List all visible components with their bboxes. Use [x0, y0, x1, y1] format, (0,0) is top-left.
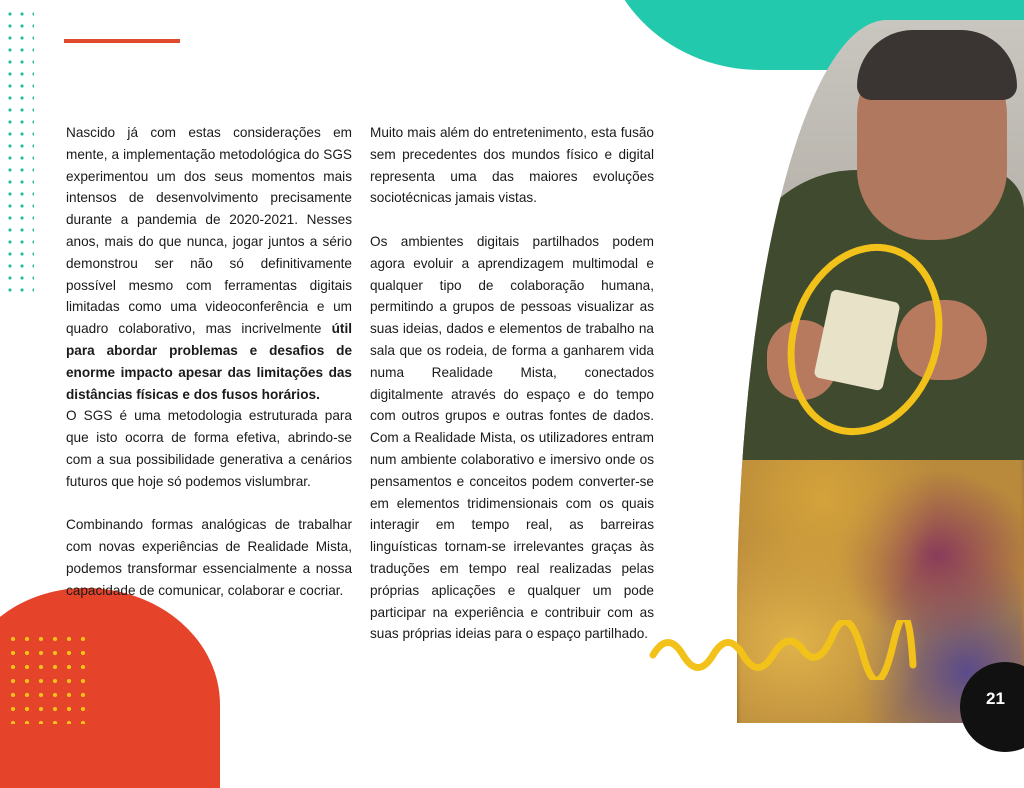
yellow-squiggle	[648, 620, 918, 680]
text-column-left	[66, 122, 352, 602]
paragraph	[66, 122, 352, 405]
green-dot-pattern	[4, 8, 34, 298]
paragraph-bold-text: útil para abordar problemas e desafios de enorme impacto apesar das limitações das distâncias físicas e dos fusos horários.	[66, 321, 352, 402]
page-number: 21	[986, 689, 1005, 708]
paragraph: Os ambientes digitais partilhados podem agora evoluir a aprendizagem multimodal e qualquer tipo de colaboração humana, permitindo a grupos de pessoas visualizar as suas ideias, dados e elementos de trabalho na sala que os rodeia, de forma a ganharem vida numa Realidade Mista, conectados digitalmente através do espaço e do tempo com outros grupos e outras fontes de dados. Com a Realidade Mista, os utilizadores entram num ambiente colaborativo e imersivo onde os pensamentos e conceitos podem converter-se em elementos tridimensionais com os quais interagir em tempo real, as barreiras linguísticas tornam-se irrelevantes graças às traduções em tempo real realizadas pelas próprias aplicações e qualquer um pode participar na experiência e contribuir com as suas próprias ideias para o espaço partilhado.	[370, 233, 654, 642]
yellow-dot-pattern	[6, 632, 86, 724]
paragraph: Muito mais além do entretenimento, esta fusão sem precedentes dos mundos físico e digital representa uma das maiores evoluções sociotécnicas jamais vistas.	[370, 125, 654, 206]
paragraph-text: Nascido já com estas considerações em mente, a implementação metodológica do SGS experimentou um dos seus momentos mais intensos de desenvolvimento precisamente durante a pandemia de 2020-2021. Nesses anos, mais do que nunca, jogar juntos a sério demonstrou ser não só definitivamente possível mesmo com ferramentas digitais limitadas como uma videoconferência e um quadro colaborativo, mas incrivelmente	[66, 125, 352, 337]
paragraph: Combinando formas analógicas de trabalhar com novas experiências de Realidade Mista, podemos transformar essencialmente a nossa capacidade de comunicar, colaborar e cocriar.	[66, 517, 352, 598]
red-accent-rule	[64, 39, 180, 43]
man-hair	[857, 30, 1017, 100]
paragraph: O SGS é uma metodologia estruturada para que isto ocorra de forma efetiva, abrindo-se com a sua possibilidade generativa a cenários futuros que hoje só podemos vislumbrar.	[66, 408, 352, 489]
text-column-right	[370, 122, 654, 645]
